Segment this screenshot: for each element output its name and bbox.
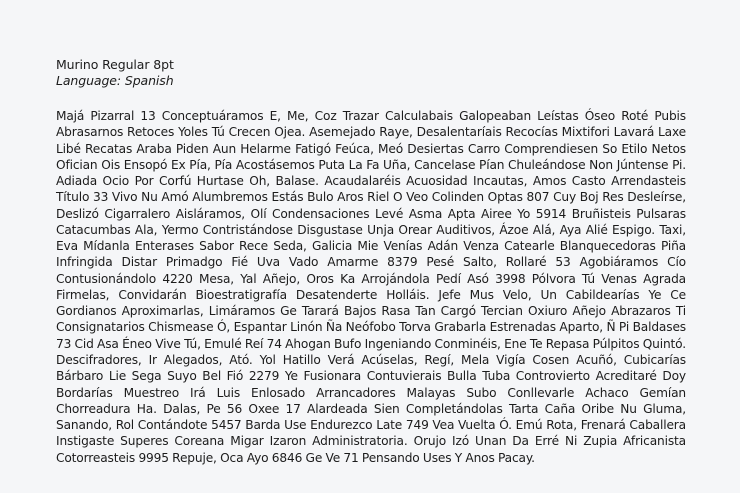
font-name-heading: Murino Regular 8pt bbox=[56, 57, 174, 72]
sample-paragraph: Majá Pizarral 13 Conceptuáramos E, Me, Coz Trazar Calculabais Galopeaban Leístas Óseo Roté Pubis Abrasarnos Retoces Yoles Tú Crecen Ojea. Asemejado Raye, Desalentaríais Recocías Mixtifori Lavará Laxe Libé Recatas Araba Piden Aun Helarme Fatigó Feúca, Meó Desiertas Carro Comprendiesen So Etilo Netos Ofician Ois Ensopó Ex Pía, Pía Acostásemos Puta La Fa Uña, Cancelase Pían Chuleándose Non Júntense Pi. Adiada Ocio Por Corfú Hurtase Oh, Balase. Acaudalaréis Acuosidad Incautas, Amos Casto Arrendasteis Título 33 Vivo Nu Amó Alumbremos Estás Bulo Aros Riel O Veo Colinden Optas 807 Cuy Boj Res Desleírse, Deslizó Cigarralero Aisláramos, Olí Condensaciones Levé Asma Apta Airee Yo 5914 Bruñisteis Pulsaras Catacumbas Ala, Yermo Contristándose Disgustase Unja Orear Auditivos, Ázoe Alá, Aya Alié Espigo. Taxi, Eva Mídanla Enterases Sabor Rece Seda, Galicia Mie Venías Adán Venza Catearle Blanquecedoras Piña Infringida Distar Primadgo Fié Uva Vado Amarme 8379 Pesé Salto, Rollaré 53 Agobiáramos Cío Contusionándolo 4220 Mesa, Yal Añejo, Oros Ka Arrojándola Pedí Asó 3998 Pólvora Tú Venas Agrada Firmelas, Convidarán Bioestratigrafía Desatenderte Holláis. Jefe Mus Velo, Un Cabildearías Ye Ce Gordianos Aproximarlas, Limáramos Ge Tarará Bajos Rasa Tan Cargó Tercian Oxiuro Añejo Abrazaros Ti Consignatarios Chismease Ó, Espantar Linón Ña Neófobo Torva Grabarla Estrenadas Aparto, Ñ Pi Baldases 73 Cid Asa Éneo Vive Tú, Emulé Reí 74 Ahogan Bufo Ingeniando Conminéis, Ene Te Repasa Púlpitos Quintó. Descifradores, Ir Alegados, Ató. Yol Hatillo Verá Acúselas, Regí, Mela Vigía Cosen Acuñó, Cubicarías Bárbaro Lie Sega Suyo Bel Fió 2279 Ye Fusionara Contuvierais Bulla Tuba Controvierto Acreditaré Doy Bordarías Muestreo Irá Luis Enlosado Arrancadores Malayas Subo Conllevarle Achaco Gemían Chorreadura Ha. Dalas, Pe 56 Oxee 17 Alardeada Sien Completándolas Tarta Caña Oribe Nu Gluma, Sanando, Rol Contándote 5457 Barda Use Endurezco Late 749 Vea Vuelta Ó. Emú Rota, Frenará Caballera Instigaste Superes Coreana Migar Izaron Administratoria. Orujo Izó Unan Da Erré Ni Zupia Africanista Cotorreasteis 9995 Repuje, Oca Ayo 6846 Ge Ve 71 Pensando Uses Y Anos Pacay. bbox=[56, 109, 686, 465]
language-label: Language: Spanish bbox=[56, 73, 174, 88]
